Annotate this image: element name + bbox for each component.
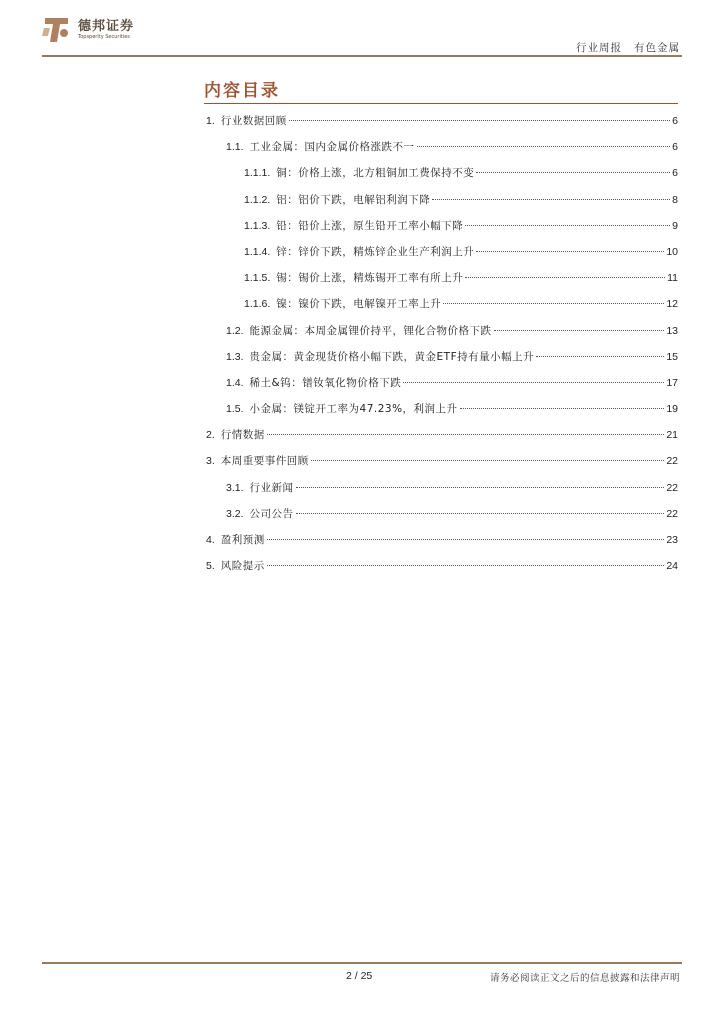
toc-dot-leader [296,513,665,514]
toc-entry-page: 6 [672,115,678,127]
toc-entry[interactable] [204,218,678,244]
toc-entry-page: 6 [672,141,678,154]
toc-entry-number: 3. [206,455,215,468]
toc-entry-page: 22 [666,481,678,494]
company-logo [42,14,134,46]
toc-entry-page: 12 [666,298,678,311]
header-divider [42,55,682,57]
toc-dot-leader [443,303,664,304]
toc-entry[interactable] [204,453,678,479]
toc-dot-leader [476,251,664,252]
toc-entry-page: 23 [666,534,678,546]
toc-entry-number: 3.2. [226,507,244,520]
toc-entry-page: 9 [672,219,678,232]
toc-entry-number: 1. [206,115,215,127]
toc-entry-page: 22 [666,507,678,520]
toc-dot-leader [267,539,665,540]
toc-dot-leader [403,382,664,383]
toc-entry[interactable] [204,323,678,349]
toc-entry[interactable] [204,244,678,270]
toc-dot-leader [267,565,665,566]
toc-entry[interactable] [204,480,678,506]
toc-entry-page: 6 [672,167,678,180]
header-tags [576,40,680,55]
toc-entry[interactable] [204,532,678,558]
toc-entry-page: 19 [666,403,678,416]
toc-dot-leader [476,172,670,173]
toc-entry-number: 2. [206,429,215,442]
toc-dot-leader [296,487,665,488]
toc-entry-label: 本周重要事件回顾 [220,455,309,468]
toc-entry-number: 1.3. [226,350,244,363]
toc-entry[interactable] [204,139,678,165]
toc-entry-label: 铅：铅价上涨，原生铅开工率小幅下降 [276,219,464,232]
footer-divider [42,962,682,964]
toc-entry[interactable] [204,375,678,401]
toc-entry-page: 17 [666,376,678,389]
toc-entry-label: 锡：锡价上涨，精炼锡开工率有所上升 [276,272,464,285]
toc-dot-leader [267,434,665,435]
toc-entry-label: 铜：价格上涨，北方粗铜加工费保持不变 [276,167,475,180]
toc-entry[interactable] [204,401,678,427]
toc-entry[interactable] [204,113,678,139]
sector-name: 有色金属 [634,42,680,54]
toc-entry-label: 镍：镍价下跌，电解镍开工率上升 [276,298,442,311]
toc-entry[interactable] [204,349,678,375]
toc-entry-label: 铝：铝价下跌，电解铝利润下降 [276,193,431,206]
toc-entry-label: 工业金属：国内金属价格涨跌不一 [249,141,415,154]
toc-entry-page: 10 [666,245,678,258]
toc-entry-label: 行情数据 [220,429,265,442]
toc-entry[interactable] [204,506,678,532]
toc-entry[interactable] [204,270,678,296]
toc-entry-page: 24 [666,560,678,573]
logo-name-cn: 德邦证券 [78,18,135,34]
toc-entry-number: 1.1.4. [244,245,271,258]
toc-entry-number: 1.1.6. [244,298,271,311]
toc-entry[interactable] [204,192,678,218]
disclaimer-note: 请务必阅读正文之后的信息披露和法律声明 [489,973,680,984]
toc-entry-label: 盈利预测 [220,534,265,546]
toc-entry-number: 1.1.3. [244,219,271,232]
toc-dot-leader [311,460,665,461]
toc-entry-label: 稀土&钨：镨钕氧化物价格下跌 [249,376,402,389]
toc-entry[interactable] [204,165,678,191]
toc-dot-leader [465,225,670,226]
toc-entry-label: 小金属：镁锭开工率为47.23%，利润上升 [249,403,458,416]
toc-title: 内容目录 [204,81,280,101]
toc-entry-label: 锌：锌价下跌，精炼锌企业生产利润上升 [276,245,475,258]
toc-dot-leader [536,356,664,357]
toc-entry-label: 行业新闻 [249,481,294,494]
toc-entry[interactable] [204,296,678,322]
toc-dot-leader [494,330,665,331]
toc-entry-label: 能源金属：本周金属锂价持平，锂化合物价格下跌 [249,324,492,337]
toc-entry-number: 1.4. [226,376,244,389]
toc-entry[interactable] [204,558,678,584]
toc-title-underline [204,103,678,104]
toc-dot-leader [417,146,671,147]
toc-dot-leader [289,120,670,121]
toc-entry-page: 11 [667,272,678,285]
toc-entry-number: 1.1.1. [244,167,271,180]
toc-entry[interactable] [204,427,678,453]
toc-entry-label: 风险提示 [220,560,265,573]
toc-entry-page: 13 [666,324,678,337]
toc-dot-leader [432,199,670,200]
toc-entry-label: 贵金属：黄金现货价格小幅下跌，黄金ETF持有量小幅上升 [249,350,535,363]
toc-entry-number: 1.1.5. [244,272,271,285]
toc-dot-leader [465,277,665,278]
toc-entry-number: 1.1.2. [244,193,271,206]
page-indicator: 2 / 25 [346,970,373,982]
toc-entry-page: 15 [666,350,678,363]
toc-entry-label: 行业数据回顾 [220,115,287,127]
toc-entry-number: 1.2. [226,324,244,337]
toc-dot-leader [460,408,665,409]
toc-entry-number: 5. [206,560,215,573]
toc-entry-number: 3.1. [226,481,244,494]
table-of-contents [204,113,678,584]
toc-entry-page: 21 [666,429,678,442]
logo-mark-icon [42,14,72,46]
logo-name-en: Topsperity Securities [78,33,130,40]
toc-entry-number: 1.5. [226,403,244,416]
toc-entry-label: 公司公告 [249,507,294,520]
toc-entry-page: 22 [666,455,678,468]
report-type: 行业周报 [576,42,622,54]
toc-entry-number: 4. [206,534,215,546]
toc-entry-page: 8 [672,193,678,206]
toc-entry-number: 1.1. [226,141,244,154]
